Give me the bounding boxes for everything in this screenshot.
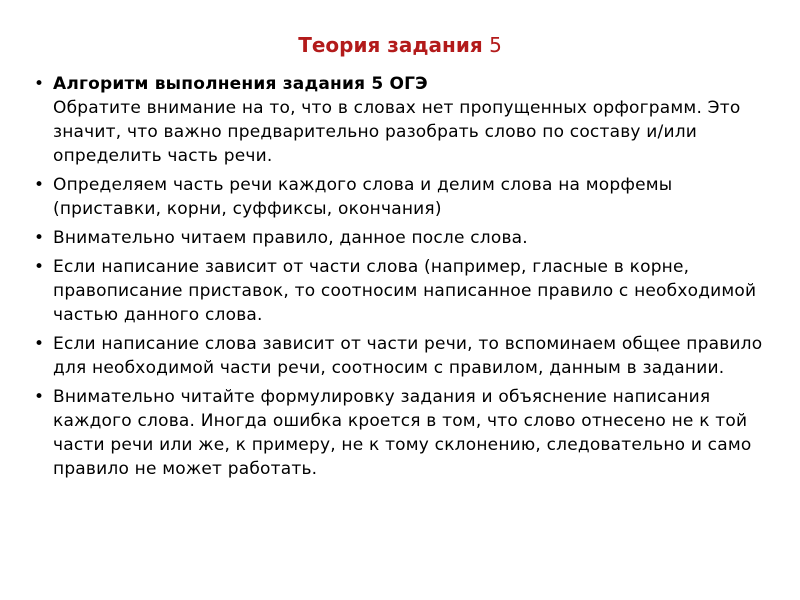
bullet-text: • Если написание слова зависит от части речи, то вспоминаем общее правило для необходимой части речи, соотносим с правилом, данным в задании. bbox=[53, 334, 763, 378]
slide-title bbox=[0, 31, 800, 59]
bullet-list bbox=[34, 72, 774, 486]
bullet-item-read-rule bbox=[34, 226, 774, 250]
bullet-item-part-of-speech bbox=[34, 173, 774, 221]
bullet-item-algorithm bbox=[34, 72, 774, 168]
bullet-item-word-part bbox=[34, 255, 774, 327]
bullet-text: • Внимательно читаем правило, данное после слова. bbox=[53, 228, 528, 248]
slide-title-number: 5 bbox=[489, 33, 502, 57]
bullet-text: • Внимательно читайте формулировку задания и объяснение написания каждого слова. Иногда ошибка кроется в том, что слово отнесено не к той части речи или же, к примеру, не к тому склонению, следовательно и само правило не может работать. bbox=[53, 387, 752, 479]
slide-title-text: Теория задания bbox=[298, 33, 483, 57]
bullet-text: • Если написание зависит от части слова (например, гласные в корне, правописание приставок, то соотносим написанное правило с необходимой частью данного слова. bbox=[53, 257, 757, 325]
bullet-heading: • Алгоритм выполнения задания 5 ОГЭ bbox=[53, 74, 428, 94]
bullet-text: • Определяем часть речи каждого слова и делим слова на морфемы (приставки, корни, суффиксы, окончания) bbox=[53, 175, 673, 219]
bullet-item-speech-part-rule bbox=[34, 332, 774, 380]
bullet-text: Обратите внимание на то, что в словах нет пропущенных орфограмм. Это значит, что важно предварительно разобрать слово по составу и/или определить часть речи. bbox=[53, 98, 741, 166]
bullet-item-read-task bbox=[34, 385, 774, 481]
